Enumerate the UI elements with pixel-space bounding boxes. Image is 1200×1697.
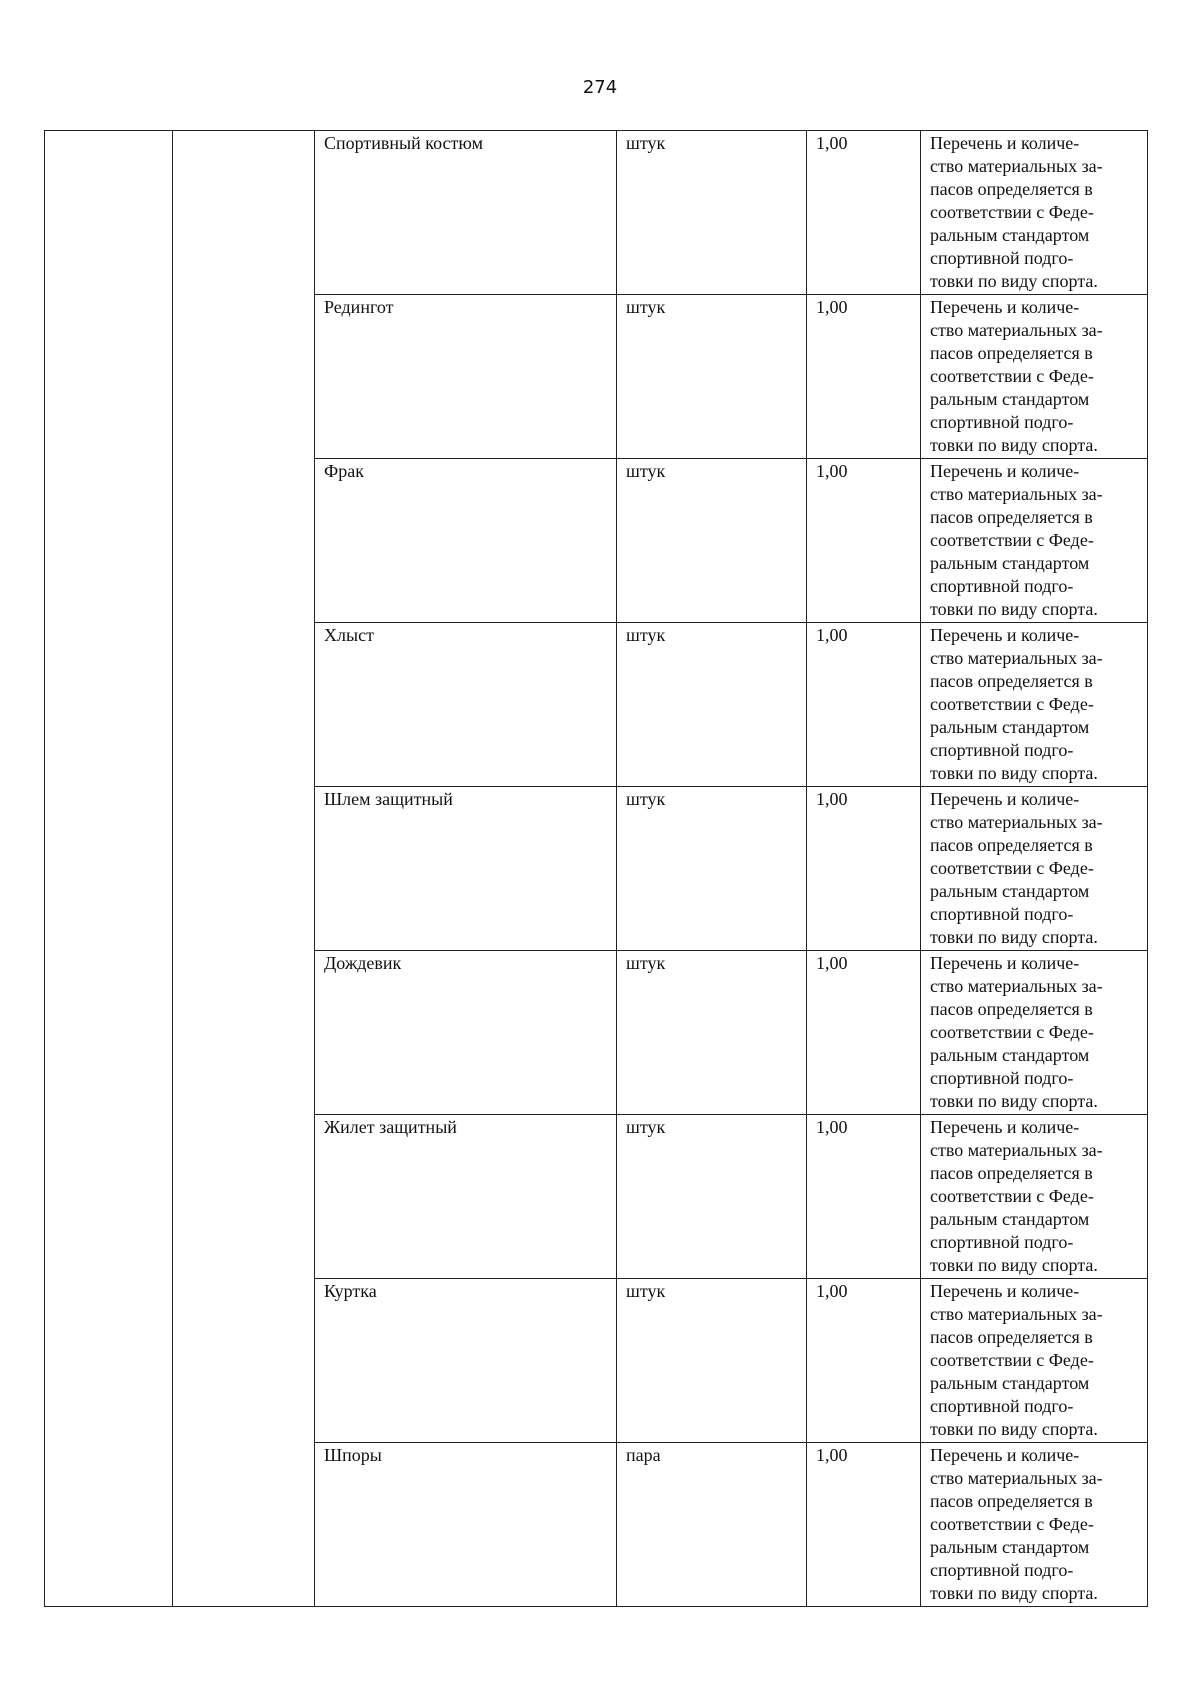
note-line: ство материальных за- — [930, 156, 1103, 176]
note-line: ральным стандартом — [930, 389, 1090, 409]
note-line: товки по виду спорта. — [930, 1091, 1098, 1111]
item-name-cell: Фрак — [315, 459, 617, 623]
note-line: пасов определяется в — [930, 507, 1093, 527]
quantity-cell: 1,00 — [807, 951, 921, 1115]
note-line: спортивной подго- — [930, 576, 1074, 596]
note-line: спортивной подго- — [930, 1396, 1074, 1416]
note-line: ральным стандартом — [930, 1209, 1090, 1229]
note-line: спортивной подго- — [930, 412, 1074, 432]
note-line: соответствии с Феде- — [930, 858, 1094, 878]
note-line: товки по виду спорта. — [930, 1419, 1098, 1439]
note-cell — [921, 1115, 1148, 1279]
note-cell — [921, 951, 1148, 1115]
note-line: ство материальных за- — [930, 648, 1103, 668]
note-line: соответствии с Феде- — [930, 202, 1094, 222]
note-line: соответствии с Феде- — [930, 530, 1094, 550]
merged-cell-col1 — [45, 131, 173, 1607]
note-cell — [921, 459, 1148, 623]
note-line: пасов определяется в — [930, 1327, 1093, 1347]
note-line: ство материальных за- — [930, 484, 1103, 504]
item-name-cell: Спортивный костюм — [315, 131, 617, 295]
note-cell — [921, 1279, 1148, 1443]
note-line: соответствии с Феде- — [930, 694, 1094, 714]
note-line: ральным стандартом — [930, 881, 1090, 901]
note-line: пасов определяется в — [930, 1491, 1093, 1511]
note-line: соответствии с Феде- — [930, 366, 1094, 386]
quantity-cell: 1,00 — [807, 131, 921, 295]
unit-cell: штук — [617, 1115, 807, 1279]
note-cell — [921, 787, 1148, 951]
note-line: Перечень и количе- — [930, 789, 1080, 809]
note-line: Перечень и количе- — [930, 1445, 1080, 1465]
quantity-cell: 1,00 — [807, 295, 921, 459]
item-name-cell: Шлем защитный — [315, 787, 617, 951]
item-name-cell: Редингот — [315, 295, 617, 459]
note-line: спортивной подго- — [930, 1560, 1074, 1580]
note-line: Перечень и количе- — [930, 1281, 1080, 1301]
note-line: спортивной подго- — [930, 740, 1074, 760]
note-line: спортивной подго- — [930, 1232, 1074, 1252]
note-line: Перечень и количе- — [930, 625, 1080, 645]
note-cell — [921, 623, 1148, 787]
note-line: ральным стандартом — [930, 225, 1090, 245]
note-line: ство материальных за- — [930, 320, 1103, 340]
table-body — [45, 131, 1148, 1607]
quantity-cell: 1,00 — [807, 1279, 921, 1443]
note-line: Перечень и количе- — [930, 1117, 1080, 1137]
note-line: пасов определяется в — [930, 343, 1093, 363]
item-name-cell: Куртка — [315, 1279, 617, 1443]
quantity-cell: 1,00 — [807, 1443, 921, 1607]
note-line: товки по виду спорта. — [930, 599, 1098, 619]
note-line: ство материальных за- — [930, 812, 1103, 832]
unit-cell: штук — [617, 951, 807, 1115]
item-name-cell: Жилет защитный — [315, 1115, 617, 1279]
note-line: спортивной подго- — [930, 248, 1074, 268]
note-line: товки по виду спорта. — [930, 927, 1098, 947]
unit-cell: пара — [617, 1443, 807, 1607]
equipment-table — [44, 130, 1148, 1607]
note-line: пасов определяется в — [930, 671, 1093, 691]
note-line: соответствии с Феде- — [930, 1514, 1094, 1534]
note-line: ство материальных за- — [930, 1304, 1103, 1324]
note-line: соответствии с Феде- — [930, 1350, 1094, 1370]
note-line: ство материальных за- — [930, 1468, 1103, 1488]
item-name-cell: Дождевик — [315, 951, 617, 1115]
note-line: Перечень и количе- — [930, 461, 1080, 481]
item-name-cell: Хлыст — [315, 623, 617, 787]
note-cell — [921, 131, 1148, 295]
unit-cell: штук — [617, 295, 807, 459]
unit-cell: штук — [617, 131, 807, 295]
note-line: пасов определяется в — [930, 1163, 1093, 1183]
merged-cell-col2 — [173, 131, 315, 1607]
note-line: товки по виду спорта. — [930, 1255, 1098, 1275]
note-line: ральным стандартом — [930, 1045, 1090, 1065]
note-cell — [921, 295, 1148, 459]
unit-cell: штук — [617, 1279, 807, 1443]
note-line: ство материальных за- — [930, 1140, 1103, 1160]
table-row — [45, 131, 1148, 295]
note-line: ральным стандартом — [930, 553, 1090, 573]
quantity-cell: 1,00 — [807, 459, 921, 623]
note-line: товки по виду спорта. — [930, 763, 1098, 783]
note-line: пасов определяется в — [930, 999, 1093, 1019]
note-line: товки по виду спорта. — [930, 271, 1098, 291]
note-line: Перечень и количе- — [930, 133, 1080, 153]
note-cell — [921, 1443, 1148, 1607]
quantity-cell: 1,00 — [807, 623, 921, 787]
note-line: Перечень и количе- — [930, 297, 1080, 317]
note-line: спортивной подго- — [930, 904, 1074, 924]
note-line: товки по виду спорта. — [930, 1583, 1098, 1603]
note-line: ральным стандартом — [930, 1537, 1090, 1557]
unit-cell: штук — [617, 787, 807, 951]
note-line: соответствии с Феде- — [930, 1186, 1094, 1206]
note-line: спортивной подго- — [930, 1068, 1074, 1088]
note-line: ральным стандартом — [930, 717, 1090, 737]
quantity-cell: 1,00 — [807, 1115, 921, 1279]
note-line: соответствии с Феде- — [930, 1022, 1094, 1042]
page-number: 274 — [582, 77, 618, 98]
note-line: ство материальных за- — [930, 976, 1103, 996]
note-line: ральным стандартом — [930, 1373, 1090, 1393]
unit-cell: штук — [617, 459, 807, 623]
unit-cell: штук — [617, 623, 807, 787]
item-name-cell: Шпоры — [315, 1443, 617, 1607]
note-line: товки по виду спорта. — [930, 435, 1098, 455]
note-line: пасов определяется в — [930, 179, 1093, 199]
note-line: Перечень и количе- — [930, 953, 1080, 973]
note-line: пасов определяется в — [930, 835, 1093, 855]
quantity-cell: 1,00 — [807, 787, 921, 951]
